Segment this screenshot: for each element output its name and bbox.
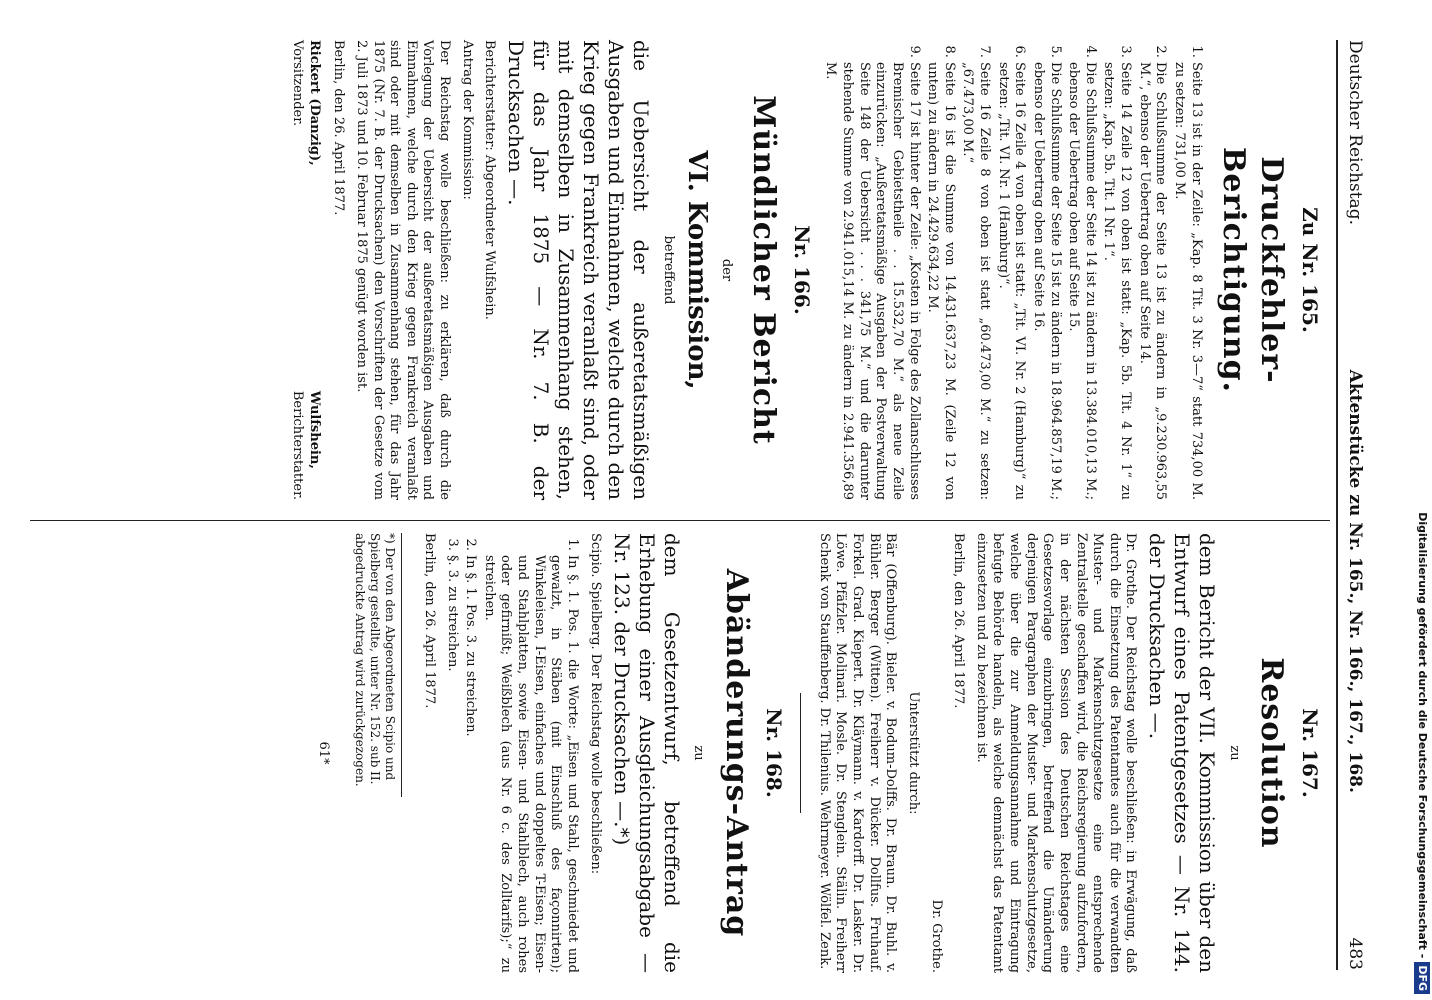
right-column xyxy=(30,520,1330,973)
grothe-motion: Dr. Grothe. Der Reichstag wolle beschließen: in Erwägung, daß durch die Einsetzung des Patentamtes auch für die verwandten Muster- und Markenschutzgesetze eine entsprechende Zentralstelle geschaffen wird, die Reichsregierung aufzufordern, in der nächsten Session des Deutschen Reichstages eine Gesetzesvorlage einzubringen, betreffend die Umänderung derjenigen Paragraphen der Muster- und Markenschutzgesetze, welche über die zur Anmeldungsannahme und Eintragung befugte Behörde handeln, als welche demnächst das Patentamt einzusetzen und zu bezeichnen ist. xyxy=(973,533,1139,973)
list-item: 8. Seite 16 ist die Summe von 14.431.637,23 M. (Zeile 12 von unten) zu ändern in 24.429.634,22 M. xyxy=(924,62,957,500)
scipio-motion: Scipio. Spielberg. Der Reichstag wolle beschließen: xyxy=(587,533,603,875)
supporters: Bär (Offenburg). Bieler. v. Bodum-Dolffs. Dr. Braun. Dr. Buhl. v. Bühler. Berger (Witten). Freiherr v. Dücker. Dollfus. Fruhauf. Forkel. Grad. Kiepert. Dr. Kläymann. v. Kardorff. Dr. Lasker. Dr. Löwe. Pfäfzler. Molinari. Mosle. Dr. Stenglein. Stälin. Freiherr Schenk von Stauffenberg. Dr. Thilenius. Wehrmeyer. Wölfel. Zenk. xyxy=(816,533,899,973)
signature-name: Rickert (Danzig), xyxy=(306,40,322,166)
betreffend-label: betreffend xyxy=(661,235,676,305)
signatures xyxy=(289,40,322,500)
report-subject: die Uebersicht der außeretatsmäßigen Ausgaben und Einnahmen, welche durch den Krieg gegen Frankreich veranlaßt sind, oder mit demselben in Zusammenhang stehen, für das Jahr 1875 — Nr. 7. B. der Drucksachen —. xyxy=(504,40,654,500)
signature-right xyxy=(289,391,322,500)
reporter: Berichterstatter: Abgeordneter Wulfshein. xyxy=(482,40,498,320)
divider xyxy=(800,693,801,813)
section-title-168: Abänderungs-Antrag xyxy=(718,568,754,938)
section-title-165: Druckfehler-Berichtigung. xyxy=(1216,147,1290,393)
left-column xyxy=(30,40,1330,500)
list-item: 2. In §. 1. Pos. 3. zu streichen. xyxy=(462,555,479,973)
motion-text: Der Reichstag wolle beschließen: zu erklären, daß durch die Vorlegung der Uebersicht der außeretatsmäßigen Ausgaben und Einnahmen, welche durch den Krieg gegen Frankreich veranlaßt sind oder mit demselben in Zusammenhang stehen, für das Jahr 1875 (Nr. 7. B. der Drucksachen) den Vorschriften der Gesetze vom 2. Juli 1873 und 10. Februar 1875 genügt worden ist. xyxy=(354,40,453,500)
signature-role: Vorsitzender. xyxy=(290,40,306,127)
section-number-167: Nr. 167. xyxy=(1298,708,1322,798)
list-item: 1. In §. 1. Pos. 1. die Worte: „Eisen und Stahl, geschmiedet und gewalzt, in Stäben (mit Einschluß des façonnirten); Winkeleisen, I-Eisen, einfaches und doppeltes T-Eisen; Eisen- und Stahlplatten, sowie Eisen- und Stahlblech, auch rohes oder gefirnißt; Weißblech (aus Nr. 6 c. des Zolltarifs);“ zu streichen. xyxy=(480,555,580,973)
signature-role: Berichterstatter. xyxy=(290,390,306,500)
page-header xyxy=(1336,40,1372,970)
date: Berlin, den 26. April 1877. xyxy=(421,533,437,709)
section-number-168: Nr. 168. xyxy=(762,708,787,798)
page-number: 483 xyxy=(1345,937,1365,970)
section-number-166: Nr. 166. xyxy=(789,225,814,315)
list-item: 1. Seite 13 ist in der Zeile: „Kap. 8 Tit. 3 Nr. 3—7“ statt 734,00 M. zu setzen: 731,00 M. xyxy=(1170,62,1203,500)
support-label: Unterstützt durch: xyxy=(905,691,921,815)
list-item: 3. §. 3. zu streichen. xyxy=(443,555,460,973)
signature-grothe: Dr. Grothe. xyxy=(928,899,944,973)
section-number-165: Zu Nr. 165. xyxy=(1298,207,1322,333)
list-item: 9. Seite 17 ist hinter der Zeile: „Kosten in Folge des Zollanschlusses Bremischer Gebietstheile . . 15.532,70 M.“ als neue Zeile einzurücken: „Außeretatsmäßige Ausgaben der Postverwaltung Seite 148 der Uebersicht . . . 341,75 M.“ und die darunter stehende Summe von 2.941.015,14 M. zu ändern in 2.941.356,89 M. xyxy=(822,62,922,500)
footnote: *) Der von den Abgeordneten Scipio und Spielberg gestellte, unter Nr. 152. sub II. abgedruckte Antrag wird zurückgezogen. xyxy=(351,533,402,797)
list-item: 3. Seite 14 Zeile 12 von oben ist statt: „Kap. 5b. Tit. 4 Nr. 1“ zu setzen: „Kap. 5b. Tit. 1 Nr. 1“. xyxy=(1100,62,1133,500)
list-item: 2. Die Schlußsumme der Seite 13 ist zu ändern in „9.230.963,55 M.“, ebenso der Uebertrag oben auf Seite 14. xyxy=(1135,62,1168,500)
commission-name: VI. Kommission, xyxy=(682,150,713,390)
list-item: 7. Seite 16 Zeile 8 von oben ist statt „60.473,00 M.“ zu setzen: „67.473,00 M.“ xyxy=(959,62,992,500)
dfg-credit xyxy=(1412,0,1432,1000)
dfg-sidebar xyxy=(1412,0,1432,1000)
section-title-166: Mündlicher Bericht xyxy=(746,95,782,445)
list-item: 4. Die Schlußsumme der Seite 14 ist zu ändern in 13.384.010,13 M.; ebenso der Uebertrag oben auf Seite 15. xyxy=(1065,62,1098,500)
erratum-list xyxy=(822,40,1204,500)
der-label: der xyxy=(718,258,734,282)
list-item: 6. Seite 16 Zeile 4 von oben ist statt: „Tit. VI. Nr. 2 (Hamburg)“ zu setzen: „Tit. VI. Nr. 1 (Hamburg)“. xyxy=(994,62,1027,500)
bottom-marker: 61* xyxy=(316,741,332,765)
zu-label: zu xyxy=(1227,745,1243,761)
dfg-credit-text: Digitalisierung gefördert durch die Deutsche Forschungsgemeinschaft - xyxy=(1416,512,1429,959)
motion-label: Antrag der Kommission: xyxy=(459,40,475,200)
zu-label: zu xyxy=(691,745,707,761)
document-page xyxy=(0,20,1380,980)
signature-name: Wulfshein, xyxy=(306,390,322,469)
section-title-167: Resolution xyxy=(1254,657,1290,849)
dfg-logo: DFG xyxy=(1414,962,1430,994)
header-middle: Aktenstücke zu Nr. 165., Nr. 166., 167., 168. xyxy=(1345,369,1365,793)
amendment-list xyxy=(443,533,580,973)
list-item: 5. Die Schlußsumme der Seite 15 ist zu ändern in 18.964.857,19 M.; ebenso der Uebertrag oben auf Seite 16. xyxy=(1029,62,1062,500)
header-left: Deutscher Reichstag. xyxy=(1345,40,1365,225)
signature-left xyxy=(289,40,322,166)
resolution-subject: dem Bericht der VII. Kommission über den Entwurf eines Patentgesetzes — Nr. 144. der Drucksachen —. xyxy=(1145,533,1220,973)
date: Berlin, den 26. April 1877. xyxy=(951,533,967,709)
date: Berlin, den 26. April 1877. xyxy=(331,40,347,216)
amendment-subject: dem Gesetzentwurf, betreffend die Erhebung einer Ausgleichungsabgabe — Nr. 123. der Drucksachen —.*) xyxy=(609,533,684,973)
